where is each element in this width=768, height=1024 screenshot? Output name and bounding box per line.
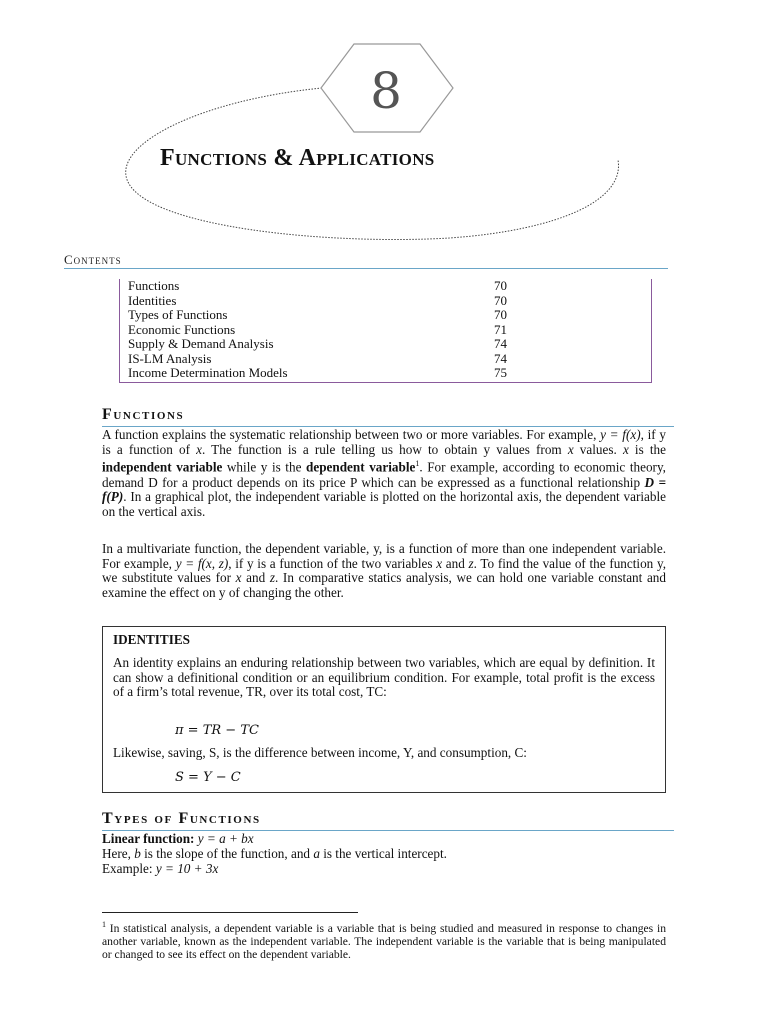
- footnote-divider: [102, 912, 358, 913]
- slope-line: Here, b is the slope of the function, and a is the vertical intercept.: [102, 846, 447, 861]
- toc-row[interactable]: [128, 308, 628, 323]
- linear-function-line: Linear function: y = a + bx: [102, 831, 254, 846]
- table-of-contents: [119, 279, 652, 383]
- identities-text-2: Likewise, saving, S, is the difference between income, Y, and consumption, C:: [113, 745, 527, 760]
- toc-label: Supply & Demand Analysis: [128, 336, 274, 351]
- toc-row[interactable]: [128, 323, 628, 338]
- section-heading-types: Types of Functions: [102, 810, 261, 827]
- toc-row[interactable]: [128, 279, 628, 294]
- functions-paragraph-1: A function explains the systematic relationship between two or more variables. For example, y = f(x), if y is a function of x. The function is a rule telling us how to obtain y values from x values. x is the independent variable while y is the dependent variable$^1$. For example, according to economic theory, demand D for a product depends on its price P which can be expressed as a functional relationship D = f(P). In a graphical plot, the independent variable is plotted on the horizontal axis, the dependent variable on the vertical axis.: [102, 427, 666, 519]
- toc-page: 71: [494, 321, 507, 337]
- chapter-title: Functions & Applications: [160, 145, 435, 171]
- toc-page: 70: [494, 278, 507, 293]
- toc-page: 70: [494, 292, 507, 308]
- contents-heading: Contents: [64, 252, 122, 267]
- footnote-marker: 1: [102, 920, 106, 929]
- profit-equation: π = TR − TC: [175, 723, 259, 738]
- toc-page: 75: [494, 365, 507, 380]
- toc-label: Functions: [128, 278, 180, 293]
- toc-row[interactable]: [128, 366, 628, 381]
- toc-label: Types of Functions: [128, 307, 228, 322]
- toc-row[interactable]: [128, 352, 628, 367]
- footnote-ref[interactable]: 1: [415, 459, 420, 469]
- toc-label: Income Determination Models: [128, 365, 288, 380]
- identities-title: IDENTITIES: [113, 632, 190, 647]
- section-heading-functions: Functions: [102, 406, 185, 423]
- toc-page: 70: [494, 307, 507, 322]
- chapter-number: 8: [370, 62, 402, 120]
- example-line: Example: y = 10 + 3x: [102, 861, 219, 876]
- toc-row[interactable]: [128, 337, 628, 352]
- saving-equation: S = Y − C: [175, 770, 241, 785]
- toc-label: Economic Functions: [128, 321, 236, 337]
- toc-label: Identities: [128, 292, 177, 308]
- toc-page: 74: [494, 350, 507, 366]
- chapter-ornament: [0, 0, 768, 250]
- functions-paragraph-2: In a multivariate function, the dependent variable, y, is a function of more than one independent variable. For example, y = f(x, z), if y is a function of the two variables x and z. To find the value of the function y, we substitute values for x and z. In comparative statics analysis, we can hold one variable constant and examine the effect on y of changing the other.: [102, 541, 667, 601]
- contents-divider: [64, 268, 668, 269]
- footnote: $^1$ In statistical analysis, a dependent variable is a variable that is being studied and measured in response to changes in another variable, known as the independent variable. The independent variable is the variable that is being manipulated or changed to see its effect on the dependent variable.: [102, 920, 666, 961]
- toc-row[interactable]: [128, 294, 628, 309]
- identities-box: [102, 626, 666, 793]
- identities-text: An identity explains an enduring relationship between two variables, which are equal by definition. It can show a definitional condition or an equilibrium condition. For example, total profit is the excess of a firm’s total revenue, TR, over its total cost, TC:: [113, 655, 655, 700]
- toc-page: 74: [494, 336, 507, 351]
- toc-label: IS-LM Analysis: [128, 350, 212, 366]
